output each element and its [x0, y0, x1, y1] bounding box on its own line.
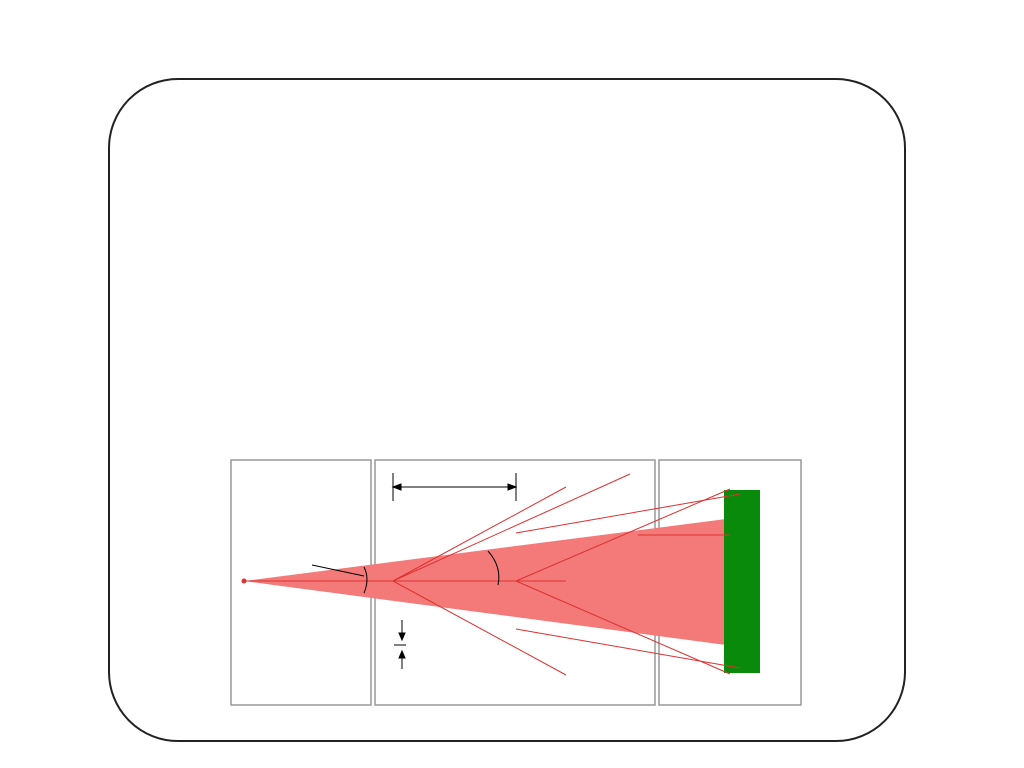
beam-cone	[244, 519, 726, 645]
poster	[108, 78, 906, 742]
experiment-diagram	[230, 459, 802, 707]
decay-length-marker	[393, 473, 516, 501]
detector	[724, 490, 760, 673]
grating-period-marker	[394, 620, 406, 669]
source-point	[242, 579, 247, 584]
